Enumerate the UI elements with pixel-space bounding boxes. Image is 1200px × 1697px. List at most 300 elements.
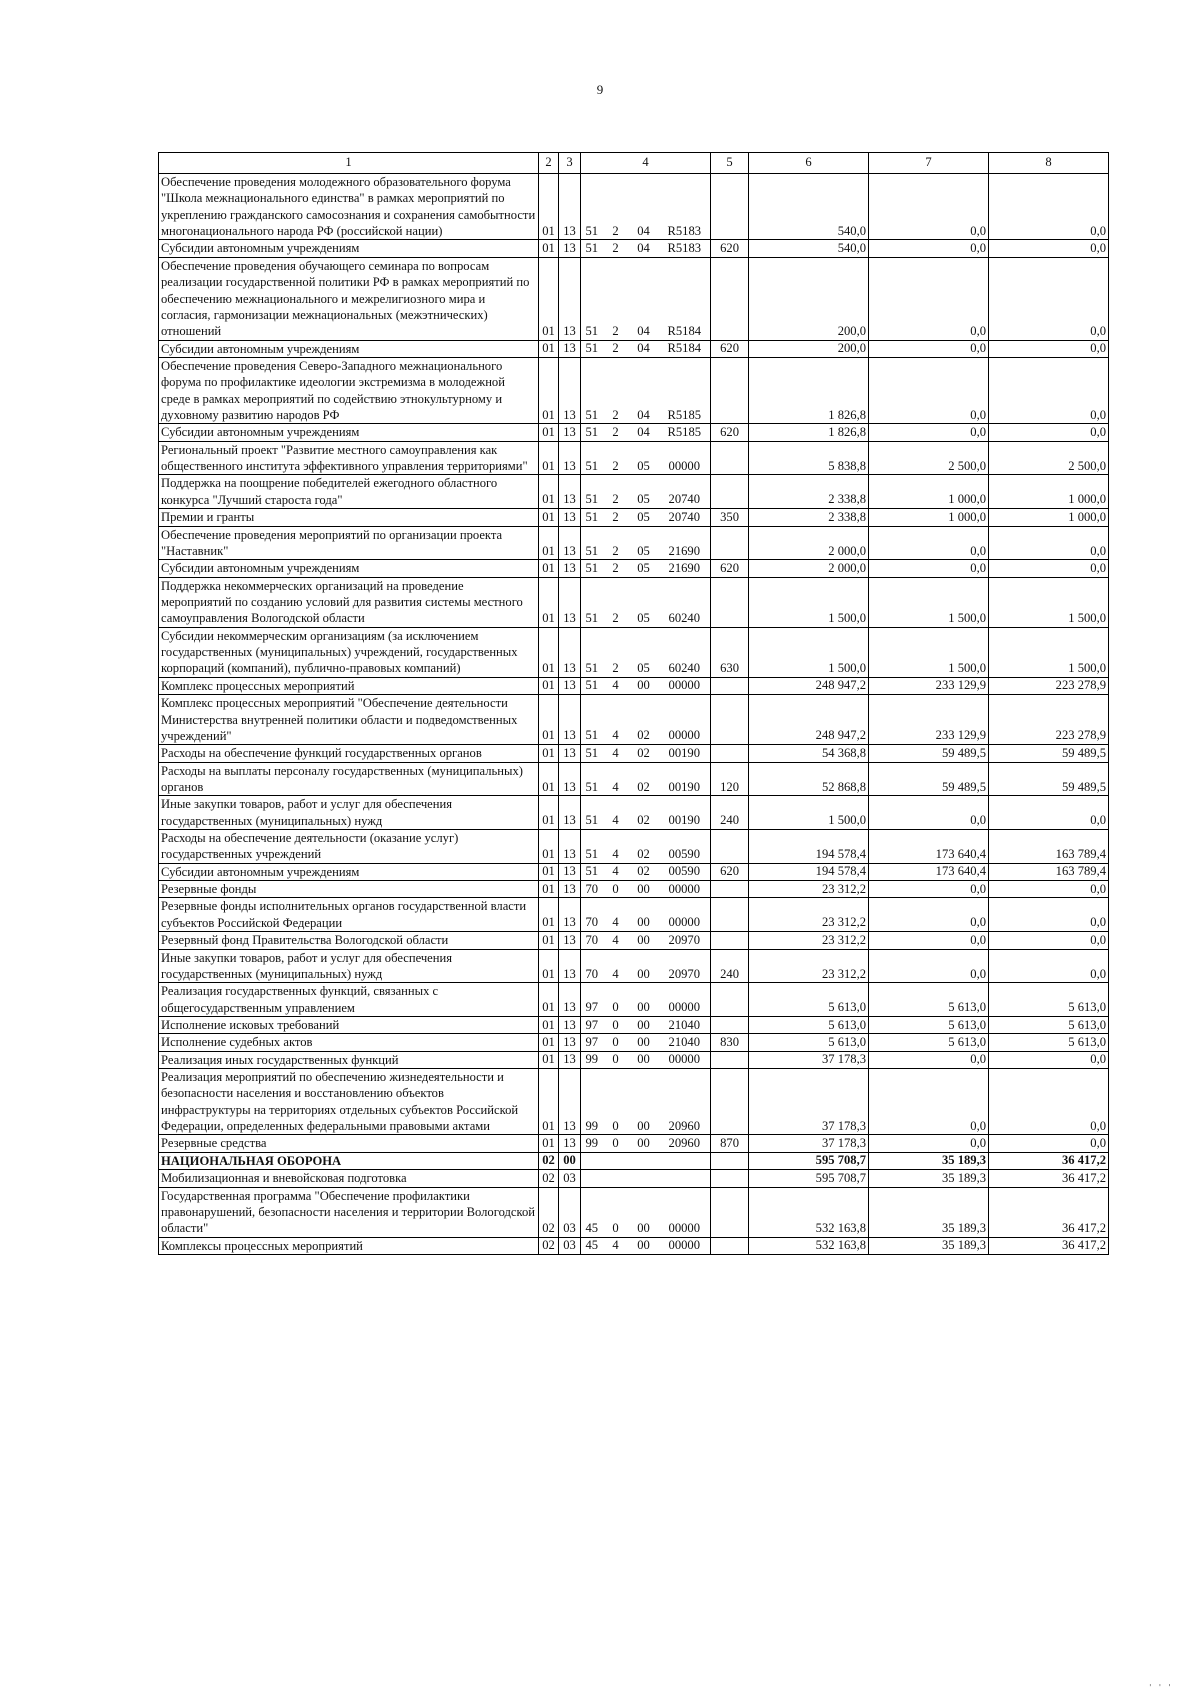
cell-prz: 13 <box>559 1135 581 1152</box>
cell-vr: 830 <box>711 1034 749 1051</box>
cell-p3: 02 <box>629 863 659 880</box>
cell-prz: 13 <box>559 1069 581 1135</box>
cell-name: Поддержка на поощрение победителей ежегодного областного конкурса "Лучший староста года" <box>159 475 539 509</box>
cell-p4: 00000 <box>659 695 711 745</box>
cell-p3: 05 <box>629 627 659 677</box>
header-col-5: 5 <box>711 153 749 174</box>
cell-p1: 99 <box>581 1051 603 1068</box>
cell-v7: 2 500,0 <box>869 441 989 475</box>
cell-v6: 200,0 <box>749 340 869 357</box>
cell-p1: 97 <box>581 1016 603 1033</box>
cell-p3: 02 <box>629 695 659 745</box>
cell-name: Обеспечение проведения мероприятий по организации проекта "Наставник" <box>159 526 539 560</box>
page-number: 9 <box>596 82 604 97</box>
cell-prz: 03 <box>559 1170 581 1187</box>
cell-prz: 13 <box>559 627 581 677</box>
cell-p2: 2 <box>603 475 629 509</box>
cell-v8: 1 500,0 <box>989 577 1109 627</box>
table-row <box>159 983 1109 1017</box>
cell-v6: 1 500,0 <box>749 796 869 830</box>
cell-p4: 00000 <box>659 1187 711 1237</box>
cell-name: Резервные фонды исполнительных органов государственной власти субъектов Российской Федерации <box>159 898 539 932</box>
cell-vr <box>711 898 749 932</box>
cell-v6: 23 312,2 <box>749 932 869 949</box>
cell-rz: 01 <box>539 1016 559 1033</box>
cell-vr <box>711 1170 749 1187</box>
cell-v8: 0,0 <box>989 796 1109 830</box>
cell-p1: 99 <box>581 1069 603 1135</box>
cell-vr <box>711 1051 749 1068</box>
cell-rz: 01 <box>539 627 559 677</box>
cell-p4: R5185 <box>659 357 711 423</box>
cell-prz: 13 <box>559 475 581 509</box>
cell-p3: 00 <box>629 983 659 1017</box>
cell-p2: 4 <box>603 745 629 762</box>
cell-vr <box>711 695 749 745</box>
cell-v8: 1 000,0 <box>989 509 1109 526</box>
cell-p2: 2 <box>603 441 629 475</box>
cell-name: Комплексы процессных мероприятий <box>159 1237 539 1254</box>
cell-p4: 00190 <box>659 745 711 762</box>
cell-prz: 13 <box>559 560 581 577</box>
cell-v6: 194 578,4 <box>749 863 869 880</box>
cell-v6: 23 312,2 <box>749 898 869 932</box>
cell-v8: 0,0 <box>989 1069 1109 1135</box>
cell-p3: 00 <box>629 949 659 983</box>
cell-v6: 23 312,2 <box>749 949 869 983</box>
header-col-1: 1 <box>159 153 539 174</box>
cell-name: Исполнение судебных актов <box>159 1034 539 1051</box>
cell-p2 <box>603 1152 629 1169</box>
cell-prz: 13 <box>559 863 581 880</box>
cell-vr <box>711 1187 749 1237</box>
cell-vr <box>711 1237 749 1254</box>
cell-rz: 02 <box>539 1187 559 1237</box>
table-row <box>159 881 1109 898</box>
cell-v6: 595 708,7 <box>749 1170 869 1187</box>
cell-p2: 2 <box>603 240 629 257</box>
table-row <box>159 762 1109 796</box>
cell-p1: 97 <box>581 983 603 1017</box>
cell-p4: 00000 <box>659 983 711 1017</box>
cell-name: Реализация государственных функций, связанных с общегосударственным управлением <box>159 983 539 1017</box>
table-row <box>159 1069 1109 1135</box>
cell-name: Субсидии некоммерческим организациям (за исключением государственных (муниципальных) учреждений, государственных корпораций (компаний), публично-правовых компаний) <box>159 627 539 677</box>
table-row <box>159 1170 1109 1187</box>
cell-v7: 0,0 <box>869 1069 989 1135</box>
cell-rz: 01 <box>539 174 559 240</box>
cell-vr: 240 <box>711 796 749 830</box>
cell-p3: 05 <box>629 560 659 577</box>
cell-v6: 194 578,4 <box>749 830 869 864</box>
table-row <box>159 1034 1109 1051</box>
cell-prz: 13 <box>559 424 581 441</box>
cell-p3 <box>629 1152 659 1169</box>
cell-vr <box>711 577 749 627</box>
cell-p4: 00590 <box>659 863 711 880</box>
cell-v8: 0,0 <box>989 424 1109 441</box>
cell-v8: 223 278,9 <box>989 695 1109 745</box>
cell-prz: 13 <box>559 1034 581 1051</box>
cell-name: Субсидии автономным учреждениям <box>159 560 539 577</box>
cell-p1: 51 <box>581 830 603 864</box>
cell-vr <box>711 932 749 949</box>
cell-prz: 13 <box>559 830 581 864</box>
cell-prz: 13 <box>559 677 581 694</box>
cell-vr <box>711 1152 749 1169</box>
cell-p4: 60240 <box>659 577 711 627</box>
cell-p3: 00 <box>629 1034 659 1051</box>
cell-rz: 01 <box>539 695 559 745</box>
cell-v8: 0,0 <box>989 949 1109 983</box>
cell-v6: 5 613,0 <box>749 1016 869 1033</box>
cell-v6: 2 000,0 <box>749 560 869 577</box>
cell-rz: 01 <box>539 441 559 475</box>
cell-p2: 4 <box>603 695 629 745</box>
cell-p2: 4 <box>603 762 629 796</box>
header-col-6: 6 <box>749 153 869 174</box>
budget-body <box>159 174 1109 1255</box>
cell-p2: 4 <box>603 949 629 983</box>
table-row <box>159 695 1109 745</box>
cell-p1: 51 <box>581 762 603 796</box>
cell-name: НАЦИОНАЛЬНАЯ ОБОРОНА <box>159 1152 539 1169</box>
cell-prz: 13 <box>559 898 581 932</box>
cell-p1: 70 <box>581 898 603 932</box>
cell-v8: 36 417,2 <box>989 1237 1109 1254</box>
cell-p3: 00 <box>629 932 659 949</box>
table-row <box>159 1135 1109 1152</box>
cell-p3: 00 <box>629 1135 659 1152</box>
cell-p1: 51 <box>581 509 603 526</box>
cell-p2: 4 <box>603 796 629 830</box>
cell-name: Обеспечение проведения молодежного образовательного форума "Школа межнационального единства" в рамках мероприятий по укреплению гражданского самосознания и сохранения самобытности многонационального народа РФ (российской нации) <box>159 174 539 240</box>
cell-prz: 13 <box>559 441 581 475</box>
cell-p4: 20960 <box>659 1135 711 1152</box>
cell-name: Субсидии автономным учреждениям <box>159 424 539 441</box>
cell-v6: 5 838,8 <box>749 441 869 475</box>
cell-v6: 595 708,7 <box>749 1152 869 1169</box>
cell-name: Мобилизационная и вневойсковая подготовка <box>159 1170 539 1187</box>
cell-p2: 2 <box>603 560 629 577</box>
cell-p1: 99 <box>581 1135 603 1152</box>
cell-v8: 0,0 <box>989 340 1109 357</box>
cell-v8: 0,0 <box>989 560 1109 577</box>
cell-vr: 620 <box>711 424 749 441</box>
cell-v6: 532 163,8 <box>749 1237 869 1254</box>
cell-p4: 00000 <box>659 881 711 898</box>
cell-rz: 01 <box>539 983 559 1017</box>
cell-rz: 01 <box>539 932 559 949</box>
cell-name: Расходы на обеспечение деятельности (оказание услуг) государственных учреждений <box>159 830 539 864</box>
cell-p2: 4 <box>603 677 629 694</box>
table-row <box>159 526 1109 560</box>
header-col-7: 7 <box>869 153 989 174</box>
cell-p1: 51 <box>581 257 603 340</box>
cell-v8: 0,0 <box>989 898 1109 932</box>
cell-p2: 2 <box>603 509 629 526</box>
cell-v6: 2 338,8 <box>749 509 869 526</box>
cell-p3: 02 <box>629 745 659 762</box>
cell-v6: 52 868,8 <box>749 762 869 796</box>
cell-v6: 5 613,0 <box>749 1034 869 1051</box>
cell-v8: 59 489,5 <box>989 762 1109 796</box>
cell-rz: 01 <box>539 762 559 796</box>
cell-p3: 05 <box>629 526 659 560</box>
cell-rz: 01 <box>539 340 559 357</box>
cell-rz: 01 <box>539 745 559 762</box>
cell-v7: 35 189,3 <box>869 1187 989 1237</box>
cell-v6: 200,0 <box>749 257 869 340</box>
cell-v7: 0,0 <box>869 340 989 357</box>
cell-p4: 20960 <box>659 1069 711 1135</box>
cell-p3: 04 <box>629 240 659 257</box>
table-row <box>159 830 1109 864</box>
cell-prz: 13 <box>559 796 581 830</box>
cell-p3: 00 <box>629 1069 659 1135</box>
cell-v7: 1 500,0 <box>869 627 989 677</box>
table-row <box>159 1051 1109 1068</box>
cell-p1: 51 <box>581 340 603 357</box>
cell-v7: 233 129,9 <box>869 695 989 745</box>
cell-p2: 0 <box>603 1034 629 1051</box>
cell-p2: 0 <box>603 1069 629 1135</box>
cell-v8: 0,0 <box>989 526 1109 560</box>
cell-p1: 51 <box>581 357 603 423</box>
cell-p3: 02 <box>629 830 659 864</box>
cell-vr <box>711 1016 749 1033</box>
cell-prz: 13 <box>559 577 581 627</box>
cell-p2: 0 <box>603 983 629 1017</box>
cell-v8: 36 417,2 <box>989 1170 1109 1187</box>
cell-vr: 350 <box>711 509 749 526</box>
cell-v6: 1 500,0 <box>749 577 869 627</box>
cell-p3: 05 <box>629 509 659 526</box>
cell-p2: 4 <box>603 1237 629 1254</box>
cell-rz: 01 <box>539 240 559 257</box>
cell-v8: 59 489,5 <box>989 745 1109 762</box>
cell-v6: 1 500,0 <box>749 627 869 677</box>
cell-p2: 2 <box>603 577 629 627</box>
cell-v8: 0,0 <box>989 240 1109 257</box>
cell-p4: 00590 <box>659 830 711 864</box>
cell-p1: 45 <box>581 1187 603 1237</box>
cell-v7: 5 613,0 <box>869 1034 989 1051</box>
cell-p1: 51 <box>581 441 603 475</box>
cell-prz: 13 <box>559 762 581 796</box>
cell-v7: 5 613,0 <box>869 983 989 1017</box>
cell-p2: 0 <box>603 1135 629 1152</box>
table-row <box>159 1152 1109 1169</box>
cell-v6: 5 613,0 <box>749 983 869 1017</box>
cell-v8: 0,0 <box>989 932 1109 949</box>
cell-v7: 5 613,0 <box>869 1016 989 1033</box>
cell-name: Субсидии автономным учреждениям <box>159 240 539 257</box>
cell-v7: 0,0 <box>869 560 989 577</box>
cell-vr <box>711 357 749 423</box>
cell-name: Резервный фонд Правительства Вологодской области <box>159 932 539 949</box>
cell-p3: 04 <box>629 257 659 340</box>
cell-vr: 620 <box>711 863 749 880</box>
table-row <box>159 174 1109 240</box>
cell-p4: 21690 <box>659 526 711 560</box>
cell-name: Обеспечение проведения Северо-Западного межнационального форума по профилактике идеологии экстремизма в молодежной среде в рамках мероприятий по содействию этнокультурному и духовному развитию народов РФ <box>159 357 539 423</box>
cell-name: Резервные фонды <box>159 881 539 898</box>
cell-p4: 20740 <box>659 475 711 509</box>
cell-name: Комплекс процессных мероприятий "Обеспечение деятельности Министерства внутренней политики области и подведомственных учреждений" <box>159 695 539 745</box>
cell-vr: 120 <box>711 762 749 796</box>
cell-p2: 2 <box>603 357 629 423</box>
cell-vr <box>711 526 749 560</box>
cell-rz: 01 <box>539 949 559 983</box>
table-row <box>159 1016 1109 1033</box>
cell-v7: 233 129,9 <box>869 677 989 694</box>
cell-v6: 37 178,3 <box>749 1051 869 1068</box>
cell-p1: 51 <box>581 174 603 240</box>
cell-prz: 13 <box>559 174 581 240</box>
cell-v6: 540,0 <box>749 240 869 257</box>
cell-v7: 59 489,5 <box>869 745 989 762</box>
cell-prz: 13 <box>559 1051 581 1068</box>
cell-p4: 60240 <box>659 627 711 677</box>
cell-p3: 02 <box>629 796 659 830</box>
cell-name: Региональный проект "Развитие местного самоуправления как общественного института эффективного управления территориями" <box>159 441 539 475</box>
cell-prz: 03 <box>559 1237 581 1254</box>
cell-v8: 0,0 <box>989 174 1109 240</box>
table-row <box>159 509 1109 526</box>
cell-v6: 2 338,8 <box>749 475 869 509</box>
cell-v7: 0,0 <box>869 357 989 423</box>
cell-v7: 173 640,4 <box>869 863 989 880</box>
table-row <box>159 240 1109 257</box>
cell-p2: 2 <box>603 526 629 560</box>
cell-p4: R5184 <box>659 257 711 340</box>
cell-p4: R5185 <box>659 424 711 441</box>
cell-name: Обеспечение проведения обучающего семинара по вопросам реализации государственной политики РФ в рамках мероприятий по обеспечению межнационального и межрелигиозного мира и согласия, гармонизации межнациональных (межэтнических) отношений <box>159 257 539 340</box>
cell-name: Государственная программа "Обеспечение профилактики правонарушений, безопасности населения и территории Вологодской области" <box>159 1187 539 1237</box>
cell-v7: 35 189,3 <box>869 1170 989 1187</box>
budget-table <box>158 152 1109 1255</box>
cell-prz: 13 <box>559 257 581 340</box>
cell-prz: 13 <box>559 983 581 1017</box>
cell-p3: 00 <box>629 1016 659 1033</box>
cell-v7: 35 189,3 <box>869 1237 989 1254</box>
table-row <box>159 745 1109 762</box>
cell-v7: 1 500,0 <box>869 577 989 627</box>
cell-rz: 01 <box>539 526 559 560</box>
cell-v7: 59 489,5 <box>869 762 989 796</box>
cell-p4: 00000 <box>659 677 711 694</box>
cell-p3: 04 <box>629 424 659 441</box>
table-row <box>159 863 1109 880</box>
cell-p4: 20970 <box>659 932 711 949</box>
cell-v6: 37 178,3 <box>749 1135 869 1152</box>
cell-p3: 05 <box>629 441 659 475</box>
cell-name: Субсидии автономным учреждениям <box>159 340 539 357</box>
cell-v7: 0,0 <box>869 240 989 257</box>
table-row <box>159 627 1109 677</box>
cell-v7: 0,0 <box>869 796 989 830</box>
cell-rz: 01 <box>539 863 559 880</box>
cell-vr <box>711 174 749 240</box>
cell-p4: 21040 <box>659 1034 711 1051</box>
cell-rz: 01 <box>539 577 559 627</box>
cell-name: Расходы на выплаты персоналу государственных (муниципальных) органов <box>159 762 539 796</box>
cell-p1: 70 <box>581 949 603 983</box>
table-row <box>159 677 1109 694</box>
cell-p2: 4 <box>603 898 629 932</box>
cell-v7: 0,0 <box>869 174 989 240</box>
cell-vr <box>711 745 749 762</box>
cell-p3: 00 <box>629 677 659 694</box>
cell-p1: 51 <box>581 424 603 441</box>
table-row <box>159 1187 1109 1237</box>
cell-p1: 51 <box>581 526 603 560</box>
cell-vr: 620 <box>711 560 749 577</box>
cell-p1: 70 <box>581 932 603 949</box>
cell-p2: 0 <box>603 1051 629 1068</box>
cell-v6: 23 312,2 <box>749 881 869 898</box>
cell-rz: 01 <box>539 796 559 830</box>
cell-v8: 0,0 <box>989 881 1109 898</box>
cell-v8: 0,0 <box>989 257 1109 340</box>
cell-v8: 5 613,0 <box>989 1016 1109 1033</box>
cell-v8: 0,0 <box>989 357 1109 423</box>
cell-v7: 0,0 <box>869 424 989 441</box>
cell-v8: 0,0 <box>989 1135 1109 1152</box>
cell-v7: 0,0 <box>869 1051 989 1068</box>
table-row <box>159 340 1109 357</box>
cell-vr: 620 <box>711 340 749 357</box>
cell-rz: 02 <box>539 1152 559 1169</box>
cell-p4: 00190 <box>659 796 711 830</box>
cell-p4: 21040 <box>659 1016 711 1033</box>
table-row <box>159 357 1109 423</box>
cell-p2: 2 <box>603 627 629 677</box>
table-row <box>159 949 1109 983</box>
scan-mark: ' ' ' <box>1147 1683 1172 1692</box>
cell-rz: 01 <box>539 424 559 441</box>
cell-v8: 2 500,0 <box>989 441 1109 475</box>
table-row <box>159 932 1109 949</box>
cell-p3: 00 <box>629 881 659 898</box>
cell-p1 <box>581 1152 603 1169</box>
cell-vr <box>711 257 749 340</box>
cell-prz: 13 <box>559 932 581 949</box>
cell-p2: 0 <box>603 1187 629 1237</box>
cell-p2: 4 <box>603 863 629 880</box>
cell-rz: 01 <box>539 881 559 898</box>
cell-v7: 1 000,0 <box>869 509 989 526</box>
cell-v8: 163 789,4 <box>989 830 1109 864</box>
cell-v6: 1 826,8 <box>749 424 869 441</box>
cell-p1: 51 <box>581 745 603 762</box>
cell-rz: 01 <box>539 475 559 509</box>
cell-p2: 2 <box>603 340 629 357</box>
cell-name: Иные закупки товаров, работ и услуг для обеспечения государственных (муниципальных) нужд <box>159 796 539 830</box>
cell-p3 <box>629 1170 659 1187</box>
table-row <box>159 441 1109 475</box>
cell-vr: 620 <box>711 240 749 257</box>
cell-v7: 0,0 <box>869 949 989 983</box>
cell-v7: 173 640,4 <box>869 830 989 864</box>
cell-prz: 13 <box>559 509 581 526</box>
cell-vr <box>711 441 749 475</box>
cell-vr <box>711 830 749 864</box>
cell-p2: 4 <box>603 830 629 864</box>
cell-p1: 97 <box>581 1034 603 1051</box>
cell-p1: 51 <box>581 560 603 577</box>
